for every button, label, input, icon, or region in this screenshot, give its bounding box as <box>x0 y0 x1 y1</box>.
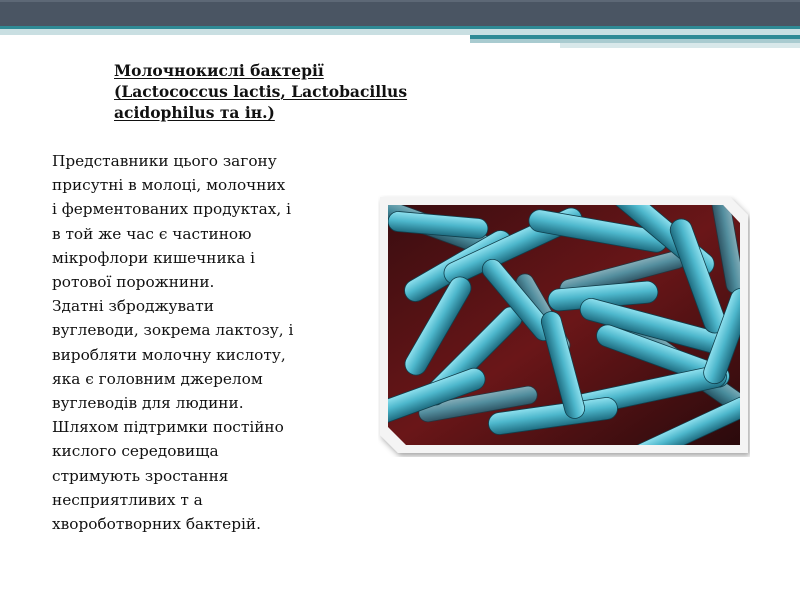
body-line: несприятливих т а <box>52 490 203 509</box>
bacteria-photo <box>378 195 750 457</box>
title-line: Молочнокислі бактерії <box>114 61 324 80</box>
body-line: Шляхом підтримки постійно <box>52 418 284 437</box>
body-line: Здатні зброджувати <box>52 297 214 316</box>
body-line: хвороботворних бактерій. <box>52 515 261 534</box>
bacteria-micrograph-image <box>378 195 750 457</box>
body-line: виробляти молочну кислоту, <box>52 345 286 364</box>
header-stripe-short <box>560 43 800 48</box>
body-line: кислого середовища <box>52 442 219 461</box>
header-bar <box>0 0 800 26</box>
body-line: вуглеводи, зокрема лактозу, і <box>52 321 294 340</box>
body-line: стримують зростання <box>52 466 229 485</box>
title-line: acidophilus та ін.) <box>114 103 275 122</box>
body-text <box>52 149 352 536</box>
body-line: ротової порожнини. <box>52 273 215 292</box>
body-line: в той же час є частиною <box>52 224 252 243</box>
body-line: присутні в молоці, молочних <box>52 176 286 195</box>
slide-title <box>114 60 474 123</box>
body-line: мікрофлори кишечника і <box>52 248 256 267</box>
body-line: вуглеводів для людини. <box>52 394 244 413</box>
body-line: яка є головним джерелом <box>52 369 263 388</box>
body-line: Представники цього загону <box>52 152 277 170</box>
title-line: (Lactococcus lactis, Lactobacillus <box>114 82 408 101</box>
body-line: і ферментованих продуктах, і <box>52 200 292 219</box>
